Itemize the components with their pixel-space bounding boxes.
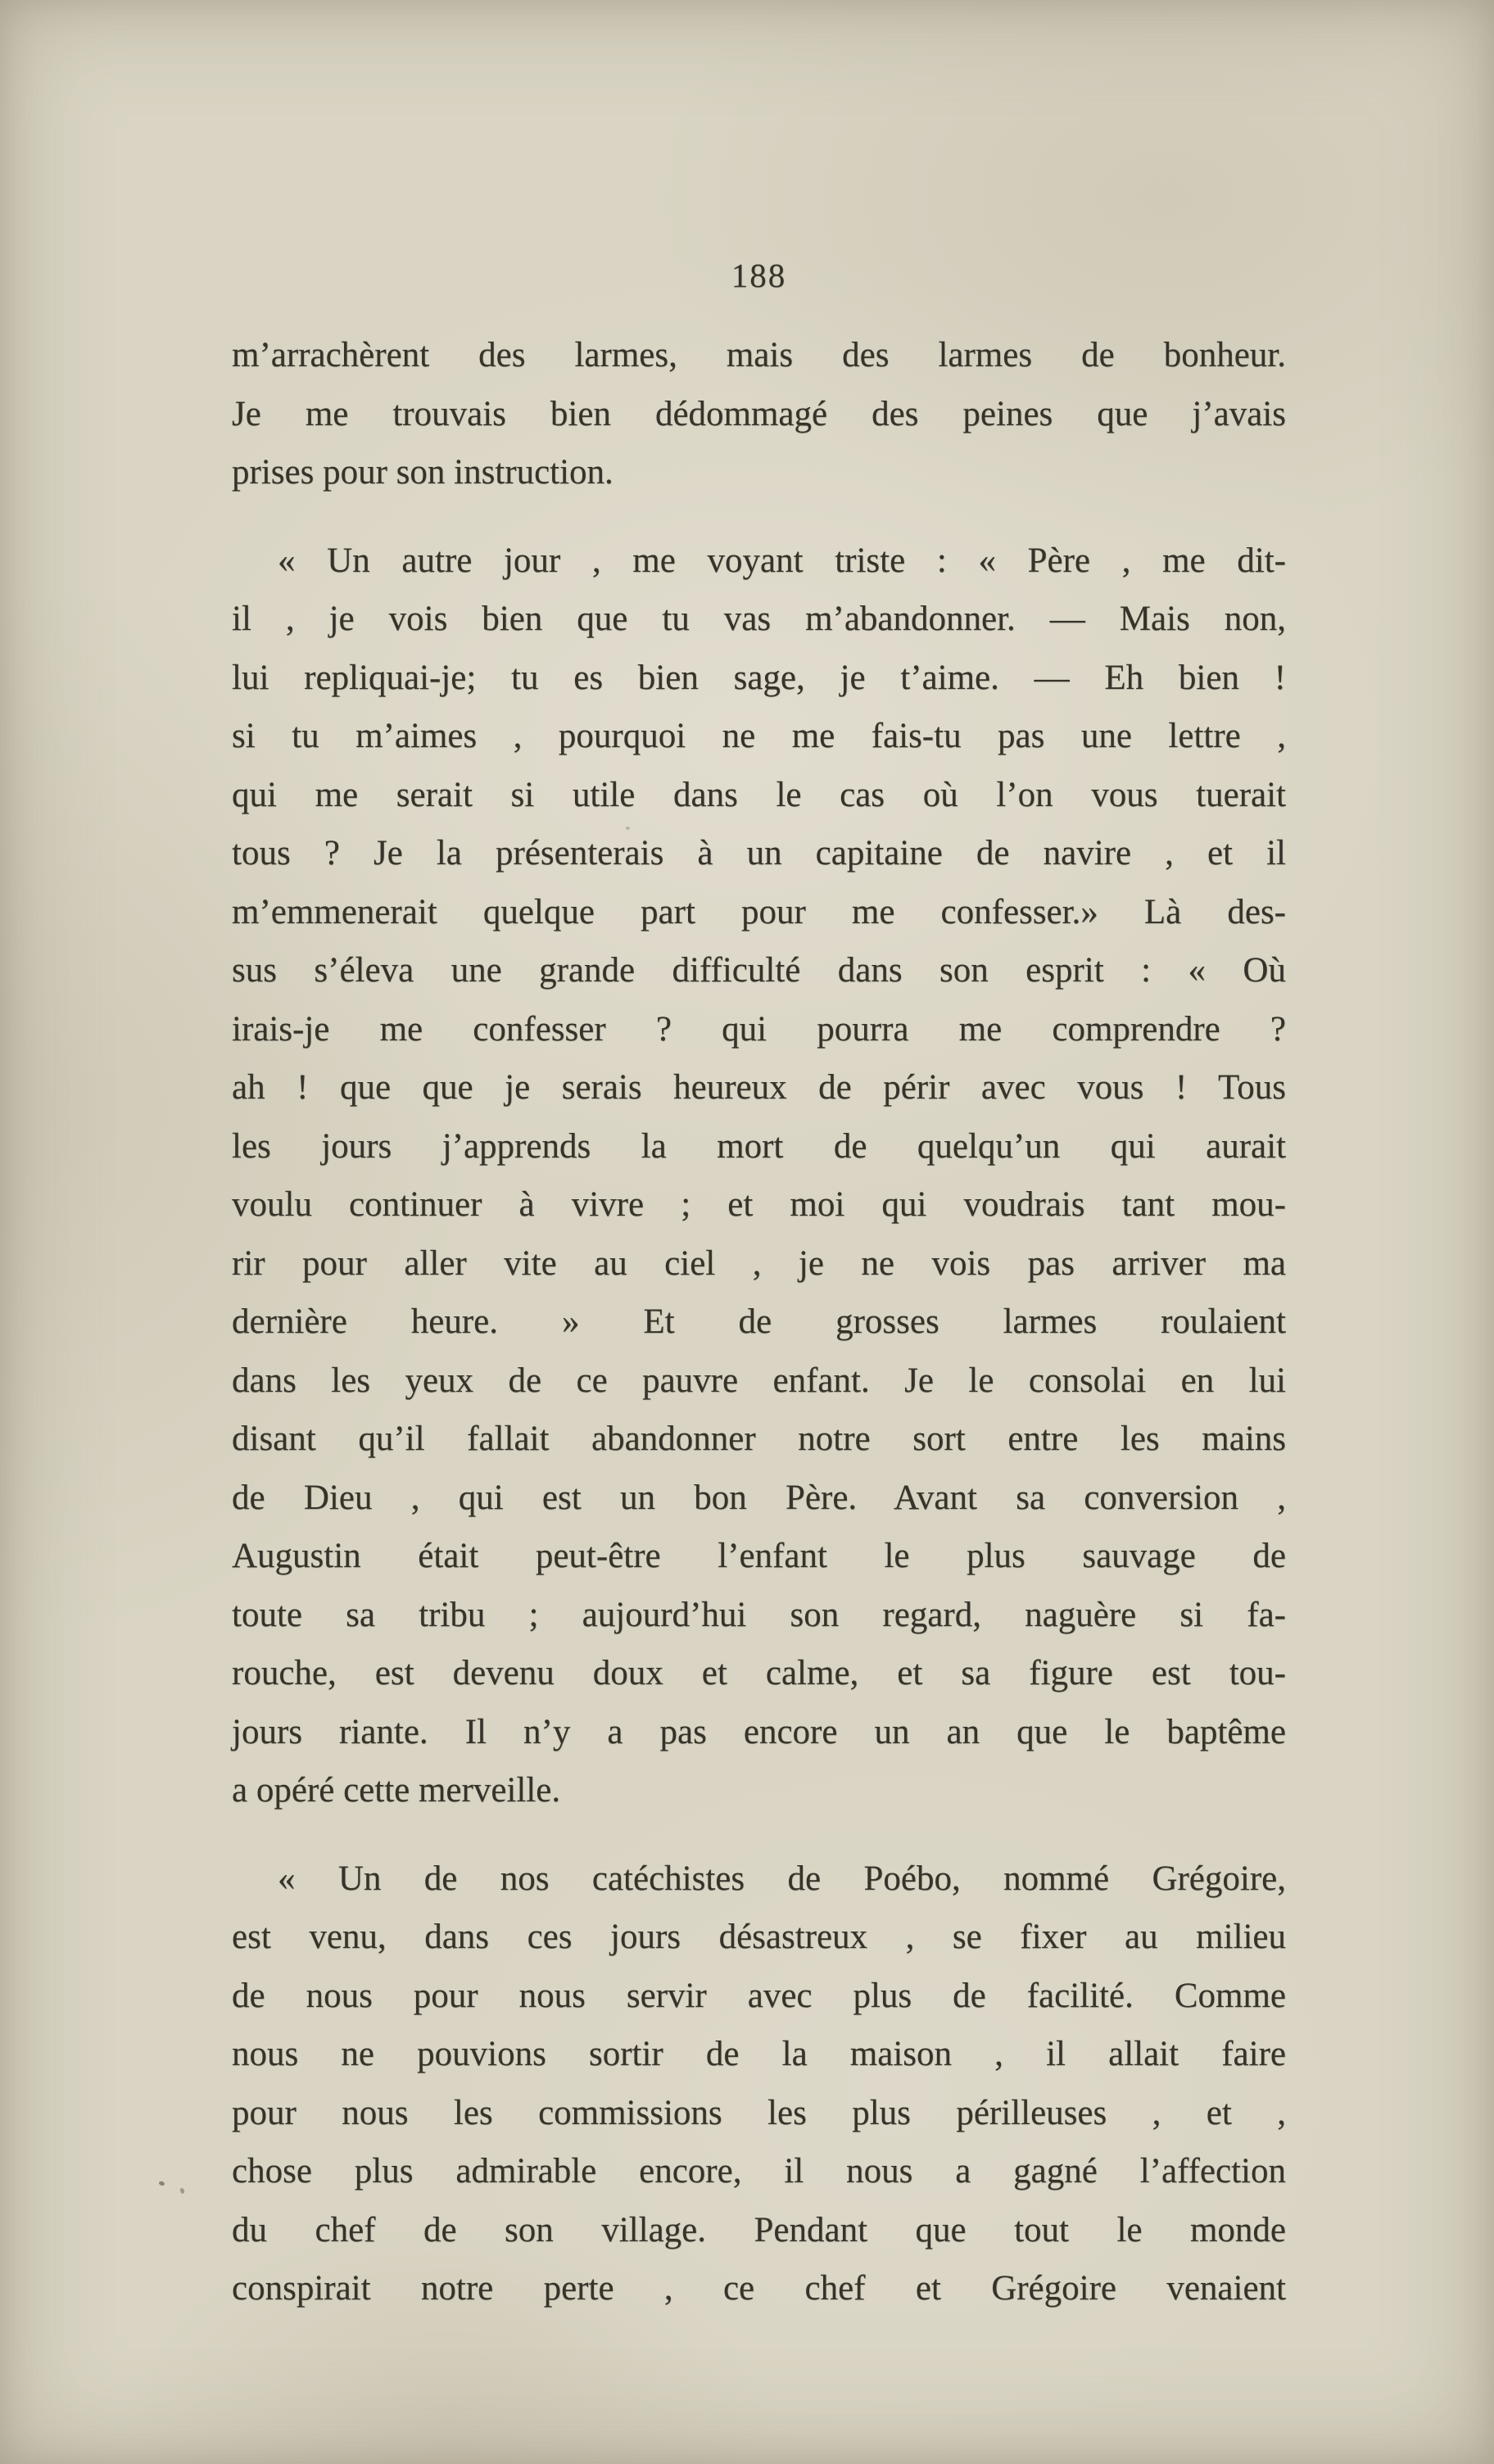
text-line: m’arrachèrent des larmes, mais des larmes de bonheur. <box>232 336 1286 374</box>
ink-speck <box>626 827 630 830</box>
text-line: ah ! que que je serais heureux de périr avec vous ! Tous <box>232 1068 1286 1107</box>
text-line: Augustin était peut-être l’enfant le plus sauvage de <box>232 1537 1286 1575</box>
text-line: « Un autre jour , me voyant triste : « Père , me dit- <box>278 541 1286 580</box>
text-line: qui me serait si utile dans le cas où l’on vous tuerait <box>232 775 1286 814</box>
text-line: disant qu’il fallait abandonner notre sort entre les mains <box>232 1420 1286 1458</box>
text-line: rouche, est devenu doux et calme, et sa figure est tou- <box>232 1654 1286 1692</box>
ink-speck <box>158 2181 165 2186</box>
text-line: les jours j’apprends la mort de quelqu’un qui aurait <box>232 1126 1286 1166</box>
text-line: du chef de son village. Pendant que tout le monde <box>232 2210 1286 2249</box>
text-line: rir pour aller vite au ciel , je ne vois pas arriver ma <box>232 1243 1286 1283</box>
text-line: de nous pour nous servir avec plus de facilité. Comme <box>232 1976 1286 2015</box>
text-line: m’emmenerait quelque part pour me confesser.» Là des- <box>232 892 1286 931</box>
text-line: Je me trouvais bien dédommagé des peines que j’avais <box>232 394 1286 433</box>
text-line: a opéré cette merveille. <box>232 1771 561 1810</box>
text-line: conspirait notre perte , ce chef et Grégoire venaient <box>232 2269 1286 2308</box>
text-line: est venu, dans ces jours désastreux , se fixer au milieu <box>232 1918 1286 1956</box>
text-line: si tu m’aimes , pourquoi ne me fais-tu pas une lettre , <box>232 717 1286 755</box>
text-line: « Un de nos catéchistes de Poébo, nommé Grégoire, <box>278 1859 1286 1898</box>
text-line: voulu continuer à vivre ; et moi qui voudrais tant mou- <box>232 1185 1286 1224</box>
paragraph <box>232 326 1286 502</box>
text-line: irais-je me confesser ? qui pourra me comprendre ? <box>232 1009 1286 1049</box>
paragraph <box>232 1850 1286 2318</box>
ink-speck <box>179 2187 185 2194</box>
text-line: dernière heure. » Et de grosses larmes roulaient <box>232 1302 1286 1341</box>
text-line: chose plus admirable encore, il nous a gagné l’affection <box>232 2152 1286 2190</box>
page-number: 188 <box>731 256 787 294</box>
text-line: toute sa tribu ; aujourd’hui son regard, naguère si fa- <box>232 1595 1286 1634</box>
text-line: nous ne pouvions sortir de la maison , il allait faire <box>232 2035 1286 2073</box>
text-line: prises pour son instruction. <box>232 453 613 491</box>
text-line: lui repliquai-je; tu es bien sage, je t’aime. — Eh bien ! <box>232 658 1286 697</box>
text-line: sus s’éleva une grande difficulté dans son esprit : « Où <box>232 951 1286 990</box>
paragraph <box>232 532 1286 1820</box>
text-line: dans les yeux de ce pauvre enfant. Je le consolai en lui <box>232 1361 1286 1400</box>
page-text <box>232 326 1286 2318</box>
text-line: pour nous les commissions les plus périlleuses , et , <box>232 2093 1286 2132</box>
text-line: tous ? Je la présenterais à un capitaine de navire , et il <box>232 834 1286 872</box>
text-line: de Dieu , qui est un bon Père. Avant sa conversion , <box>232 1478 1286 1517</box>
text-line: il , je vois bien que tu vas m’abandonner. — Mais non, <box>232 600 1286 638</box>
text-line: jours riante. Il n’y a pas encore un an que le baptême <box>232 1712 1286 1751</box>
